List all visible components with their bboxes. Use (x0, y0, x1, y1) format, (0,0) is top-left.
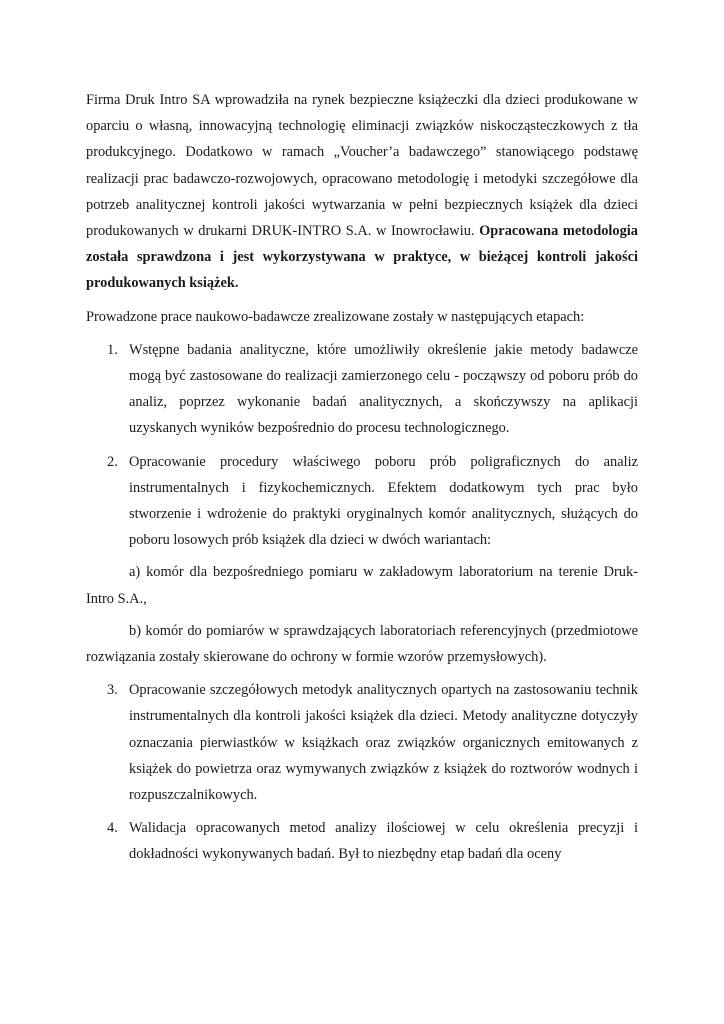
stage-number: 3. (107, 682, 118, 699)
stage-2-variant-a: a) komór dla bezpośredniego pomiaru w zakładowym laboratorium na terenie Druk-Intro S.A., (86, 564, 638, 607)
stage-text: Opracowanie procedury właściwego poboru prób poligraficznych do analiz instrumentalnych i fizykochemicznych. Efektem dodatkowym tych prac było stworzenie i wdrożenie do praktyki oryginalnych komór analitycznych, służących do poboru losowych prób książek dla dzieci w dwóch wariantach: (129, 453, 638, 549)
stage-text: Opracowanie szczegółowych metodyk analitycznych opartych na zastosowaniu technik instrumentalnych dla kontroli jakości książek dla dzieci. Metody analityczne dotyczyły oznaczania pierwiastków w książkach oraz związków organicznych emitowanych z książek do powietrza oraz wymywanych związków z książek do roztworów wodnych i rozpuszczalnikowych. (129, 682, 638, 804)
stage-item-1 (107, 337, 638, 442)
stage-text: Wstępne badania analityczne, które umożliwiły określenie jakie metody badawcze mogą być zastosowane do realizacji zamierzonego celu - począwszy od poboru prób do analiz, poprzez wykonanie badań analitycznych, a skończywszy na aplikacji uzyskanych wyników bezpośrednio do procesu technologicznego. (129, 341, 638, 437)
stage-item-2 (86, 449, 638, 671)
stages-list (86, 337, 638, 868)
stage-text: Walidacja opracowanych metod analizy ilościowej w celu określenia precyzji i dokładności wykonywanych badań. Był to niezbędny etap badań dla oceny (129, 820, 638, 863)
stage-item-4 (107, 815, 638, 867)
intro-plain-text: Firma Druk Intro SA wprowadziła na rynek bezpieczne książeczki dla dzieci produkowane w oparciu o własną, innowacyjną technologię eliminacji związków niskocząsteczkowych z tła produkcyjnego. Dodatkowo w ramach „Voucher’a badawczego” stanowiącego podstawę realizacji prac badawczo-rozwojowych, opracowano metodologię i metodyki szczegółowe dla potrzeb analitycznej kontroli jakości wytwarzania w pełni bezpiecznych książek dla dzieci produkowanych w drukarni DRUK-INTRO S.A. w Inowrocławiu. (86, 92, 638, 240)
stages-intro-paragraph: Prowadzone prace naukowo-badawcze zrealizowane zostały w następujących etapach: (86, 308, 585, 325)
intro-paragraph (86, 87, 638, 297)
stage-number: 2. (107, 453, 118, 470)
intro-bold-text: Opracowana metodologia została sprawdzona i jest wykorzystywana w praktyce, w bieżącej kontroli jakości produkowanych książek. (86, 223, 639, 292)
stage-item-3 (107, 677, 638, 808)
stage-number: 4. (107, 820, 118, 837)
stage-number: 1. (107, 341, 118, 358)
stage-2-variant-b: b) komór do pomiarów w sprawdzających laboratoriach referencyjnych (przedmiotowe rozwiązania zostały skierowane do ochrony w formie wzorów przemysłowych). (86, 622, 638, 666)
